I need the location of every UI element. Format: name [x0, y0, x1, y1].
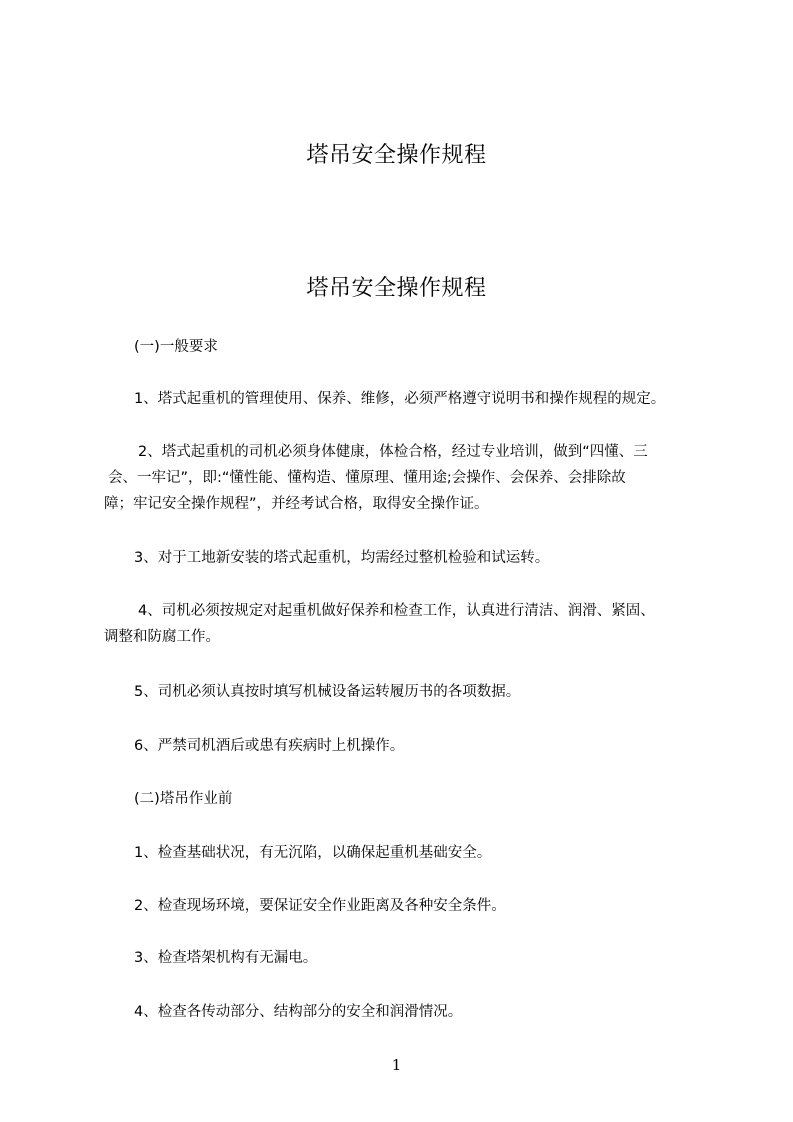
paragraph-line: 障；牢记安全操作规程”，并经考试合格，取得安全操作证。	[104, 496, 489, 512]
paragraph-line: 2、塔式起重机的司机必须身体健康，体检合格，经过专业培训，做到“四懂、三	[138, 444, 648, 460]
document-title: 塔吊安全操作规程	[306, 276, 487, 301]
section-heading-pre-operation: (二)塔吊作业前	[134, 791, 233, 807]
paragraph-line: 4、司机必须按规定对起重机做好保养和检查工作，认真进行清洁、润滑、紧固、	[138, 603, 655, 619]
paragraph-2-4	[134, 999, 754, 1025]
paragraph-line: 调整和防腐工作。	[104, 629, 220, 645]
paragraph-line: 1、检查基础状况，有无沉陷，以确保起重机基础安全。	[134, 845, 492, 861]
paragraph-line: 会、一牢记”，即:“懂性能、懂构造、懂原理、懂用途;会操作、会保养、会排除故	[108, 470, 626, 486]
paragraph-line: 5、司机必须认真按时填写机械设备运转履历书的各项数据。	[134, 684, 521, 700]
paragraph-1-4	[104, 598, 724, 650]
paragraph-line: 2、检查现场环境，要保证安全作业距离及各种安全条件。	[134, 898, 506, 914]
paragraph-line: 3、对于工地新安装的塔式起重机，均需经过整机检验和试运转。	[134, 550, 550, 566]
paragraph-line: 1、塔式起重机的管理使用、保养、维修，必须严格遵守说明书和操作规程的规定。	[134, 391, 666, 407]
section-heading-general: (一)一般要求	[134, 339, 218, 355]
paragraph-line: 3、检查塔架机构有无漏电。	[134, 950, 318, 966]
paragraph-1-6	[134, 733, 754, 759]
paragraph-1-1	[134, 386, 754, 412]
paragraph-2-3	[134, 945, 754, 971]
paragraph-line: 4、检查各传动部分、结构部分的安全和润滑情况。	[134, 1004, 463, 1020]
page-number: 1	[391, 1056, 402, 1074]
paragraph-line: 6、严禁司机酒后或患有疾病时上机操作。	[134, 738, 405, 754]
cover-title: 塔吊安全操作规程	[306, 143, 487, 168]
paragraph-1-2	[104, 439, 724, 517]
paragraph-1-3	[134, 545, 754, 571]
paragraph-2-1	[134, 840, 754, 866]
paragraph-1-5	[134, 679, 754, 705]
paragraph-2-2	[134, 893, 754, 919]
